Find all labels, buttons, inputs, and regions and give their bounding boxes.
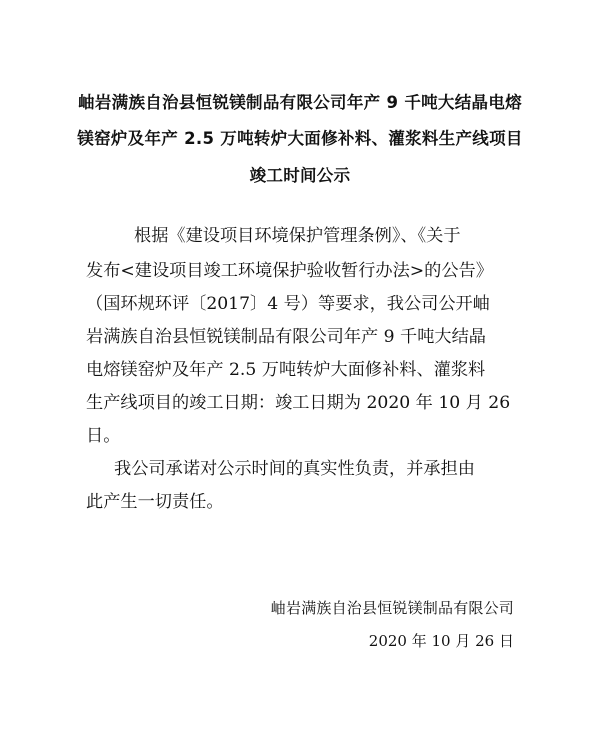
body-paragraph-1-line-7: 日。 bbox=[86, 426, 121, 446]
body-paragraph-2-line-2: 此产生一切责任。 bbox=[86, 492, 224, 512]
body-paragraph-1-line-6: 生产线项目的竣工日期：竣工日期为 2020 年 10 月 26 bbox=[86, 393, 511, 413]
body-paragraph-1-line-2: 发布<建设项目竣工环境保护验收暂行办法>的公告》 bbox=[86, 261, 493, 281]
document-title-line-1: 岫岩满族自治县恒锐镁制品有限公司年产 9 千吨大结晶电熔 bbox=[78, 93, 522, 112]
document-title-line-2: 镁窑炉及年产 2.5 万吨转炉大面修补料、灌浆料生产线项目 bbox=[77, 129, 523, 148]
body-paragraph-2-line-1: 我公司承诺对公示时间的真实性负责，并承担由 bbox=[114, 459, 475, 479]
signature-company: 岫岩满族自治县恒锐镁制品有限公司 bbox=[270, 599, 514, 617]
body-paragraph-1-line-3: （国环规环评〔2017〕4 号）等要求，我公司公开岫 bbox=[86, 294, 490, 314]
document-title-line-3: 竣工时间公示 bbox=[249, 166, 351, 185]
body-paragraph-1-line-1: 根据《建设项目环境保护管理条例》、《关于 bbox=[134, 226, 461, 246]
signature-date: 2020 年 10 月 26 日 bbox=[368, 632, 514, 650]
body-paragraph-1-line-5: 电熔镁窑炉及年产 2.5 万吨转炉大面修补料、灌浆料 bbox=[86, 360, 486, 380]
body-paragraph-1-line-4: 岩满族自治县恒锐镁制品有限公司年产 9 千吨大结晶 bbox=[86, 327, 486, 347]
